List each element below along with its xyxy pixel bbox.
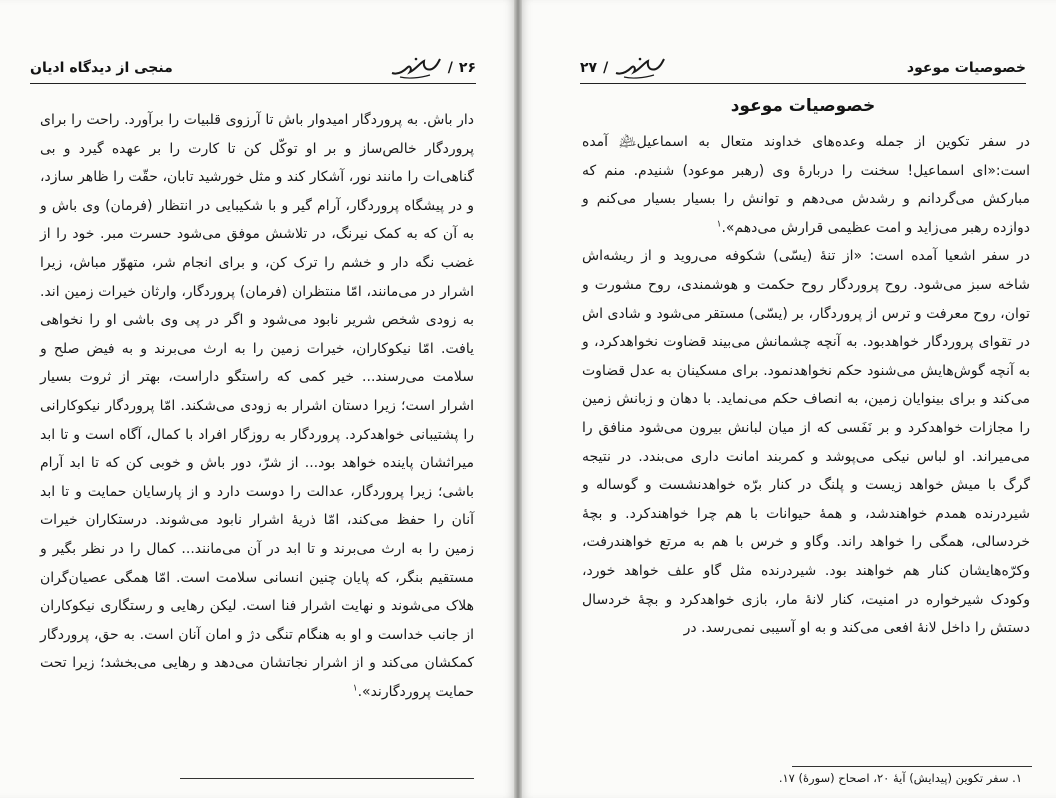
right-running-title: خصوصیات موعود — [906, 59, 1026, 76]
calligraphy-logo-icon — [614, 55, 666, 81]
left-footnote-rule — [180, 778, 474, 779]
left-paragraph: دار باش. به پروردگار امیدوار باش تا آرزوی قلبیات را برآورد. راحت را برای پروردگار خالص‌ساز و بر او توکّل کن تا کارت را بر عهده گیرد و بی گناهی‌ات را مانند نور، آشکار کند و مثل خورشید تابان، حقّت را ظاهر سازد، و در پیشگاه پروردگار، آرام گیر و با شکیبایی در انتظار (فرمان) وی باش و به آن که به کمک نیرنگ، در تلاشش موفق می‌شود حسرت مبر. خود را از غضب نگه دار و خشم را ترک کن، و برای انجام شر، متهوّر مباش، زیرا اشرار در می‌مانند، امّا منتظران (فرمان) پروردگار، وارثان خیرات زمین اند. به زودی شخص شریر نابود می‌شود و اگر در پی وی باشی او را نخواهی یافت. امّا نیکوکاران، خیرات زمین را به ارث می‌برند و به فیض صلح و سلامت می‌رسند... خیر کمی که راستگو داراست، بهتر از ثروت بسیار اشرار است؛ زیرا دستان اشرار به زودی می‌شکند. امّا پروردگار نیکوکارانی را پشتیبانی خواهدکرد. پروردگار به روزگار افراد با کمال، آگاه است و تا ابد میراثشان پاینده خواهد بود... از شرّ، دور باش و خوبی کن که تا ابد آرام باشی؛ زیرا پروردگار، عدالت را دوست دارد و از پارسایان حمایت و تا ابد آنان را حفظ می‌کند، امّا ذریهٔ اشرار نابود می‌شوند. درستکاران خیرات زمین را به ارث می‌برند و تا ابد در آن می‌مانند... کمال را در نظر بگیر و مستقیم بنگر، که پایان چنین انسانی سلامت است. امّا همگی عصیان‌گران هلاک می‌شوند و نهایت اشرار فنا است. لیکن رهایی و رستگاری نیکوکاران از جانب خداست و او به هنگام تنگی دژ و امان آنان است. به حق، پروردگار کمکشان می‌کند و از اشرار نجاتشان می‌دهد و رهایی می‌بخشد؛ زیرا تحت حمایت پروردگارند».$^۱$ — [40, 112, 474, 700]
right-paragraph-1: در سفر تکوین از جمله وعده‌های خداوند متعال به اسماعیل﵇ آمده است:«ای اسماعیل! سخنت را دربارهٔ وی (رهبر موعود) شنیدم. منم که مبارکش می‌گردانم و رشدش می‌دهم و توانش را بسیار بسیار می‌کنم و دوازده رهبر می‌زاید و امت عظیمی قرارش می‌دهم».$^۱$ — [582, 134, 1030, 236]
folio-separator: / — [603, 59, 609, 76]
left-page-folio — [390, 55, 476, 81]
footnote-marker: ۱ — [352, 683, 358, 694]
left-running-title: منجی از دیدگاه ادیان — [30, 59, 173, 76]
section-title: خصوصیات موعود — [730, 96, 876, 116]
left-page-number: ۲۶ — [458, 59, 476, 76]
right-page — [522, 0, 1056, 798]
left-body-text — [40, 106, 474, 706]
right-body-text — [582, 128, 1030, 643]
left-page — [0, 0, 514, 798]
calligraphy-logo-icon — [390, 55, 442, 81]
footnote-marker: ۱ — [716, 219, 722, 230]
right-paragraph-2: در سفر اشعیا آمده است: «از تنهٔ (یسّی) شکوفه می‌روید و از ریشه‌اش شاخه سبز می‌شود. روح پروردگار روح حکمت و هوشمندی، روح مشورت و توان، روح معرفت و ترس از پروردگار، بر (یسّی) مستقر می‌شود و شادی اش در تقوای پروردگار خواهدبود. به آنچه چشمانش می‌بیند قضاوت نخواهدکرد، و به آنچه گوش‌هایش می‌شنود حکم نخواهدنمود. برای مسکینان به عدل قضاوت می‌کند و برای بینوایان زمین، به انصاف حکم می‌نماید. با دهان و زبانش زمین را مجازات خواهدکرد و بر نَفَسی که از میان لبانش بیرون می‌شود منافق را می‌میراند. او لباس نیکی می‌پوشد و کمربند امانت داری می‌بندد. در نتیجه گرگ با میش خواهد زیست و پلنگ در کنار برّه خواهدنشست و گوساله و شیردرنده همدم خواهندشد، و همهٔ حیوانات با هم چرا خواهندکرد. و بچهٔ خردسالی، همگی را خواهد راند. وگاو و خرس با هم به مرتع خواهندرفت، وکرّه‌هایشان کنار هم خواهند بود. شیردرنده مثل گاو علف خواهد خورد، وکودک شیرخواره در امنیت، کنار لانهٔ مار، بازی خواهدکرد و بچهٔ خردسال دستش را داخل لانهٔ افعی می‌کند و به او آسیبی نمی‌رسد. در — [582, 248, 1030, 637]
right-page-number: ۲۷ — [580, 59, 598, 76]
right-footnote: ۱. سفر تکوین (پیدایش) آیهٔ ۲۰، اصحاح (سورهٔ) ۱۷. — [778, 771, 1022, 785]
book-gutter — [514, 0, 522, 798]
right-page-folio — [580, 55, 666, 81]
right-page-header — [580, 52, 1026, 84]
right-footnote-rule — [792, 766, 1032, 767]
left-page-header — [30, 52, 476, 84]
folio-separator: / — [447, 59, 453, 76]
